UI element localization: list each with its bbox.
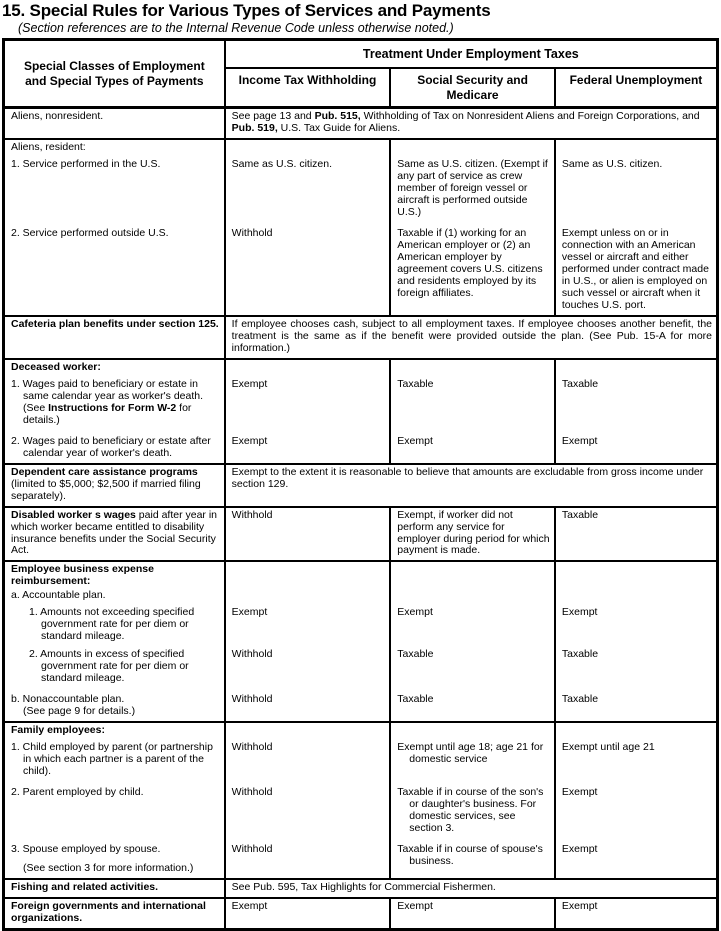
cell-income-tax — [225, 646, 391, 688]
row-aliens-nonresident — [4, 108, 718, 139]
cell-federal-unemployment — [555, 157, 718, 222]
cell-text: Taxable — [561, 508, 599, 521]
cell-text: Taxable if in course of spouse's business. — [397, 842, 543, 867]
cell-federal-unemployment — [555, 740, 718, 781]
row-disabled-worker — [4, 507, 718, 562]
row-label-cell — [4, 781, 225, 838]
cell-social-security — [390, 605, 555, 646]
cell-text: Exempt unless on or in connection with an American vessel or aircraft and either performed under contract made in U.S., or alien is employed on such vessel or aircraft when it touches U.S. port. — [561, 227, 709, 311]
cell-text: Exempt until age 18; age 21 for domestic service — [397, 741, 544, 766]
row-label-cell — [4, 688, 225, 722]
row-label-cell — [4, 377, 225, 430]
cell-text: Taxable — [561, 693, 599, 706]
cell-federal-unemployment — [555, 838, 718, 879]
cell-income-tax — [225, 898, 391, 929]
cell-income-tax — [225, 430, 391, 464]
row-label-cell — [4, 879, 225, 898]
row-label: Deceased worker: — [11, 360, 101, 373]
cell-text: Exempt — [561, 606, 598, 619]
treatment-text — [232, 111, 712, 135]
row-item: a. Accountable plan. — [11, 589, 106, 602]
row-label: Employee business expense reimbursement: — [11, 563, 154, 588]
cell-federal-unemployment — [555, 781, 718, 838]
cell-social-security — [390, 222, 555, 316]
treatment-span-cell — [225, 879, 718, 898]
row-expense-item-b — [4, 688, 718, 722]
row-label: Aliens, resident: — [11, 141, 86, 154]
cell-income-tax — [225, 688, 391, 722]
cell-text: Exempt — [231, 606, 268, 619]
empty-cell — [555, 359, 718, 377]
row-label: Family employees: — [11, 724, 105, 737]
row-label: Aliens, nonresident. — [11, 110, 104, 123]
row-label-cell — [4, 507, 225, 562]
empty-cell — [390, 722, 555, 740]
bold-segment: Pub. 515, — [314, 110, 361, 123]
empty-cell — [225, 139, 391, 157]
cell-text: Same as U.S. citizen. — [231, 158, 333, 171]
cell-text: Withhold — [231, 693, 273, 706]
cell-income-tax — [225, 377, 391, 430]
cell-income-tax — [225, 838, 391, 879]
treatment-text: Exempt to the extent it is reasonable to believe that amounts are excludable from gross income under section 129. — [231, 465, 704, 490]
row-family-item1 — [4, 740, 718, 781]
header-treatment: Treatment Under Employment Taxes — [225, 40, 718, 69]
treatment-span-cell — [225, 316, 718, 359]
cell-text: Taxable if (1) working for an American employer or (2) an American employer by agreement covers U.S. citizens and residents employed by its foreign affiliates. — [397, 227, 543, 300]
cell-federal-unemployment — [555, 430, 718, 464]
row-expense-header — [4, 561, 718, 605]
row-label-cell — [4, 646, 225, 688]
row-item: 2. Wages paid to beneficiary or estate after calendar year of worker's death. — [11, 434, 211, 459]
section-subtitle: (Section references are to the Internal Revenue Code unless otherwise noted.) — [18, 20, 454, 35]
cell-text: Exempt until age 21 — [561, 741, 655, 754]
row-note: (See page 9 for details.) — [23, 705, 136, 718]
cell-social-security — [390, 430, 555, 464]
row-label-cell — [4, 359, 225, 377]
header-social-security-medicare: Social Security and Medicare — [390, 68, 555, 108]
row-family-item3 — [4, 838, 718, 879]
cell-text: Taxable if in course of the son's or daughter's business. For domestic services, see section 3. — [397, 785, 544, 834]
row-label-cell — [4, 740, 225, 781]
cell-social-security — [390, 688, 555, 722]
empty-cell — [555, 139, 718, 157]
row-label-cell — [4, 430, 225, 464]
cell-text: Exempt — [561, 434, 598, 447]
header-income-tax-withholding: Income Tax Withholding — [225, 68, 391, 108]
text-segment: (limited to $5,000; $2,500 if married filing separately). — [11, 477, 201, 502]
row-item: 2. Amounts in excess of specified government rate for per diem or standard mileage. — [29, 648, 189, 685]
row-item: b. Nonaccountable plan. — [11, 693, 125, 706]
cell-text: Withhold — [231, 785, 273, 798]
row-aliens-resident-item1 — [4, 157, 718, 222]
row-aliens-resident-header — [4, 139, 718, 157]
cell-text: Exempt — [231, 434, 268, 447]
section-title: 15. Special Rules for Various Types of Services and Payments — [2, 1, 491, 20]
row-label-cell — [4, 605, 225, 646]
text-segment: 1. Wages paid to beneficiary or estate in same calendar year as worker's death. (See — [11, 377, 204, 414]
empty-cell — [390, 359, 555, 377]
bold-segment: Pub. 519, — [231, 122, 278, 135]
cell-text: Exempt — [561, 899, 598, 912]
row-aliens-resident-item2 — [4, 222, 718, 316]
bold-segment: Instructions for Form W-2 — [48, 401, 177, 414]
row-label-cell — [4, 561, 225, 605]
cell-income-tax — [225, 507, 391, 562]
header-special-classes: Special Classes of Employment and Special Types of Payments — [23, 58, 205, 88]
cell-text: Same as U.S. citizen. (Exempt if any part of service as crew member of foreign vessel or aircraft is performed outside U.S.) — [397, 158, 548, 219]
row-label-cell — [4, 108, 225, 139]
empty-cell — [555, 561, 718, 605]
row-label: Fishing and related activities. — [11, 880, 159, 893]
cell-text: Exempt — [231, 377, 268, 390]
row-label-cell — [4, 838, 225, 879]
cell-social-security — [390, 507, 555, 562]
row-deceased-worker-item2 — [4, 430, 718, 464]
cell-text: Withhold — [231, 842, 273, 855]
empty-cell — [390, 561, 555, 605]
row-label-cell — [4, 316, 225, 359]
text-segment: for details.) — [23, 401, 192, 426]
cell-federal-unemployment — [555, 646, 718, 688]
row-item: 2. Service performed outside U.S. — [11, 227, 169, 240]
row-family-header — [4, 722, 718, 740]
treatment-text: If employee chooses cash, subject to all employment taxes. If employee chooses another benefit, the treatment is the same as if the benefit were provided outside the plan. (See Pub. 15-A for more information.) — [231, 317, 712, 354]
cell-social-security — [390, 838, 555, 879]
cell-federal-unemployment — [555, 688, 718, 722]
cell-text: Exempt — [397, 606, 433, 619]
empty-cell — [555, 722, 718, 740]
text-segment: See page 13 and — [231, 110, 315, 123]
cell-text: Taxable — [397, 693, 434, 706]
table-header-row — [4, 40, 718, 69]
empty-cell — [225, 722, 391, 740]
row-item: 2. Parent employed by child. — [11, 785, 144, 798]
cell-federal-unemployment — [555, 377, 718, 430]
cell-text: Withhold — [231, 741, 273, 754]
cell-social-security — [390, 898, 555, 929]
cell-text: Same as U.S. citizen. — [561, 158, 663, 171]
special-rules-table — [2, 38, 719, 930]
row-label-cell — [4, 898, 225, 929]
row-fishing — [4, 879, 718, 898]
cell-text: Withhold — [231, 227, 273, 240]
empty-cell — [390, 139, 555, 157]
cell-social-security — [390, 157, 555, 222]
cell-text: Exempt — [397, 899, 433, 912]
row-item: 1. Child employed by parent (or partnership in which each partner is a parent of the child). — [11, 741, 213, 777]
row-label — [11, 510, 220, 558]
cell-text: Withhold — [231, 508, 273, 521]
row-foreign-governments — [4, 898, 718, 929]
row-label — [11, 467, 220, 503]
row-dependent-care — [4, 464, 718, 507]
empty-cell — [225, 359, 391, 377]
cell-federal-unemployment — [555, 898, 718, 929]
row-label: Foreign governments and international organizations. — [11, 899, 206, 924]
row-label: Cafeteria plan benefits under section 125. — [11, 317, 219, 330]
row-label-cell — [4, 464, 225, 507]
text-segment: paid after year in which worker became entitled to disability insurance benefits under the Social Security Act. — [11, 508, 218, 557]
cell-social-security — [390, 781, 555, 838]
text-segment: U.S. Tax Guide for Aliens. — [277, 122, 401, 135]
cell-federal-unemployment — [555, 222, 718, 316]
row-deceased-worker-header — [4, 359, 718, 377]
cell-federal-unemployment — [555, 507, 718, 562]
row-item: 1. Service performed in the U.S. — [11, 158, 161, 171]
cell-income-tax — [225, 740, 391, 781]
row-family-item2 — [4, 781, 718, 838]
row-expense-item-a2 — [4, 646, 718, 688]
text-segment: Withholding of Tax on Nonresident Aliens and Foreign Corporations, and — [360, 110, 700, 123]
cell-text: Exempt — [231, 899, 268, 912]
cell-text: Taxable — [397, 648, 434, 661]
bold-segment: Disabled worker s wages — [11, 508, 136, 521]
treatment-span-cell — [225, 108, 718, 139]
cell-income-tax — [225, 781, 391, 838]
cell-income-tax — [225, 222, 391, 316]
cell-text: Exempt — [561, 785, 598, 798]
row-item — [11, 379, 220, 427]
treatment-text: See Pub. 595, Tax Highlights for Commercial Fishermen. — [231, 880, 496, 893]
cell-text: Taxable — [561, 377, 599, 390]
cell-text: Exempt — [397, 434, 433, 447]
row-expense-item-a1 — [4, 605, 718, 646]
cell-text: Exempt — [561, 842, 598, 855]
row-label-cell — [4, 157, 225, 222]
row-label-cell — [4, 222, 225, 316]
cell-social-security — [390, 377, 555, 430]
row-label-cell — [4, 722, 225, 740]
cell-income-tax — [225, 157, 391, 222]
cell-federal-unemployment — [555, 605, 718, 646]
cell-social-security — [390, 646, 555, 688]
cell-text: Exempt, if worker did not perform any service for employer during period for which payment is made. — [397, 508, 550, 557]
cell-income-tax — [225, 605, 391, 646]
row-item: 1. Amounts not exceeding specified government rate for per diem or standard mileage. — [29, 606, 195, 643]
row-note: (See section 3 for more information.) — [23, 861, 194, 874]
row-label-cell — [4, 139, 225, 157]
empty-cell — [225, 561, 391, 605]
cell-text: Taxable — [561, 648, 599, 661]
row-cafeteria-plan — [4, 316, 718, 359]
row-deceased-worker-item1 — [4, 377, 718, 430]
bold-segment: Dependent care assistance programs — [11, 465, 198, 478]
cell-social-security — [390, 740, 555, 781]
cell-text: Taxable — [397, 377, 434, 390]
cell-text: Withhold — [231, 648, 273, 661]
treatment-span-cell — [225, 464, 718, 507]
row-item: 3. Spouse employed by spouse. — [11, 842, 161, 855]
header-federal-unemployment: Federal Unemployment — [555, 68, 718, 108]
